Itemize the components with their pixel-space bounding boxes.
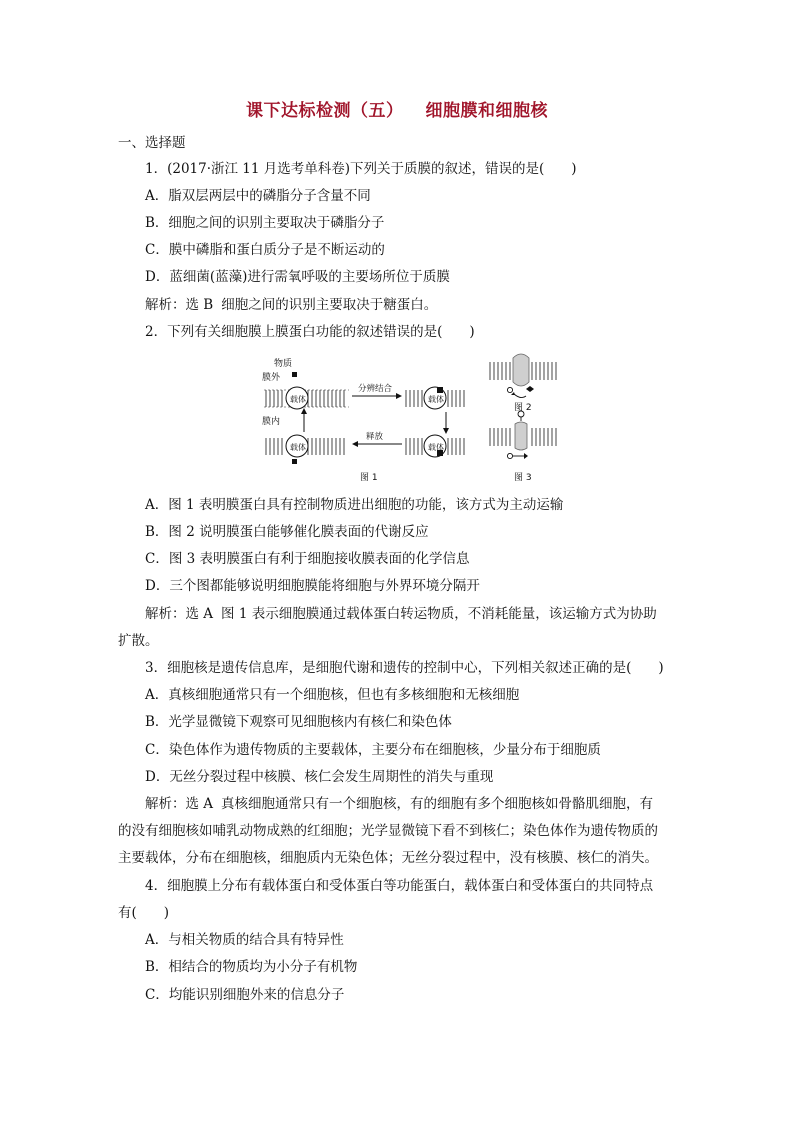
q3-stem: 3．细胞核是遗传信息库，是细胞代谢和遗传的控制中心，下列相关叙述正确的是( ) — [145, 660, 664, 676]
q3-analysis-continued-2: 主要载体，分布在细胞核，细胞质内无染色体；无丝分裂过程中，没有核膜、核仁的消失。 — [118, 850, 658, 866]
q1-option-b: B．细胞之间的识别主要取决于磷脂分子 — [145, 215, 385, 231]
svg-text:载体: 载体 — [428, 443, 444, 452]
svg-text:载体: 载体 — [290, 443, 306, 452]
q1-analysis-label: 解析：选 B — [145, 297, 214, 313]
q4-option-c: C．均能识别细胞外来的信息分子 — [145, 987, 345, 1003]
q3-option-a: A．真核细胞通常只有一个细胞核，但也有多核细胞和无核细胞 — [145, 687, 520, 703]
q4-option-a: A．与相关物质的结合具有特异性 — [145, 932, 344, 948]
membrane-protein-figures — [234, 352, 574, 488]
q3-analysis-text: 真核细胞通常只有一个细胞核，有的细胞有多个细胞核如骨骼肌细胞，有 — [221, 796, 654, 812]
q1-analysis — [145, 296, 437, 314]
q3-option-b: B．光学显微镜下观察可见细胞核内有核仁和染色体 — [145, 714, 452, 730]
fig1-substance-label: 物质 — [274, 359, 293, 369]
q1-option-c: C．膜中磷脂和蛋白质分子是不断运动的 — [145, 242, 385, 258]
figure-3-receptor-diagram — [490, 411, 556, 483]
page-title — [0, 96, 794, 121]
figure-2-enzyme-diagram — [490, 354, 556, 413]
fig1-release-label: 释放 — [366, 432, 384, 442]
svg-text:载体: 载体 — [290, 395, 306, 404]
title-left: 课下达标检测（五） — [246, 101, 404, 121]
q2-analysis — [145, 605, 657, 623]
q4-stem: 4．细胞膜上分布有载体蛋白和受体蛋白等功能蛋白，载体蛋白和受体蛋白的共同特点 — [145, 878, 654, 894]
fig1-outside-label: 膜外 — [262, 373, 281, 383]
fig1-caption: 图 1 — [360, 473, 378, 483]
q3-analysis-continued-1: 的没有细胞核如哺乳动物成熟的红细胞；光学显微镜下看不到核仁；染色体作为遗传物质的 — [118, 823, 658, 839]
title-right: 细胞膜和细胞核 — [425, 101, 548, 121]
svg-text:载体: 载体 — [428, 395, 444, 404]
fig1-bind-label: 分辨结合 — [358, 384, 393, 394]
q1-analysis-text: 细胞之间的识别主要取决于糖蛋白。 — [221, 297, 438, 313]
q4-stem-continued: 有( ) — [118, 905, 170, 921]
q2-analysis-label: 解析：选 A — [145, 606, 214, 622]
section-heading: 一、选择题 — [118, 135, 186, 151]
q2-option-a: A．图 1 表明膜蛋白具有控制物质进出细胞的功能，该方式为主动运输 — [145, 497, 564, 513]
q1-stem: 1．(2017·浙江 11 月选考单科卷)下列关于质膜的叙述，错误的是( ) — [145, 161, 577, 177]
q3-analysis — [145, 795, 653, 813]
fig1-substance-square — [292, 372, 297, 377]
q2-stem: 2．下列有关细胞膜上膜蛋白功能的叙述错误的是( ) — [145, 324, 475, 340]
q2-analysis-continued: 扩散。 — [118, 633, 159, 649]
q1-option-d: D．蓝细菌(蓝藻)进行需氧呼吸的主要场所位于质膜 — [145, 269, 450, 285]
q2-analysis-text: 图 1 表示细胞膜通过载体蛋白转运物质，不消耗能量，该运输方式为协助 — [221, 606, 657, 622]
q4-option-b: B．相结合的物质均为小分子有机物 — [145, 959, 358, 975]
q3-option-d: D．无丝分裂过程中核膜、核仁会发生周期性的消失与重现 — [145, 769, 494, 785]
fig2-caption: 图 2 — [514, 403, 532, 413]
q3-analysis-label: 解析：选 A — [145, 796, 214, 812]
figure-1-transport-diagram — [262, 357, 464, 483]
q2-option-c: C．图 3 表明膜蛋白有利于细胞接收膜表面的化学信息 — [145, 551, 470, 567]
fig1-inside-label: 膜内 — [262, 417, 281, 427]
q2-option-d: D．三个图都能够说明细胞膜能将细胞与外界环境分隔开 — [145, 578, 480, 594]
q2-option-b: B．图 2 说明膜蛋白能够催化膜表面的代谢反应 — [145, 524, 429, 540]
q1-option-a: A．脂双层两层中的磷脂分子含量不同 — [145, 188, 371, 204]
fig3-caption: 图 3 — [514, 473, 532, 483]
q3-option-c: C．染色体作为遗传物质的主要载体，主要分布在细胞核，少量分布于细胞质 — [145, 742, 601, 758]
